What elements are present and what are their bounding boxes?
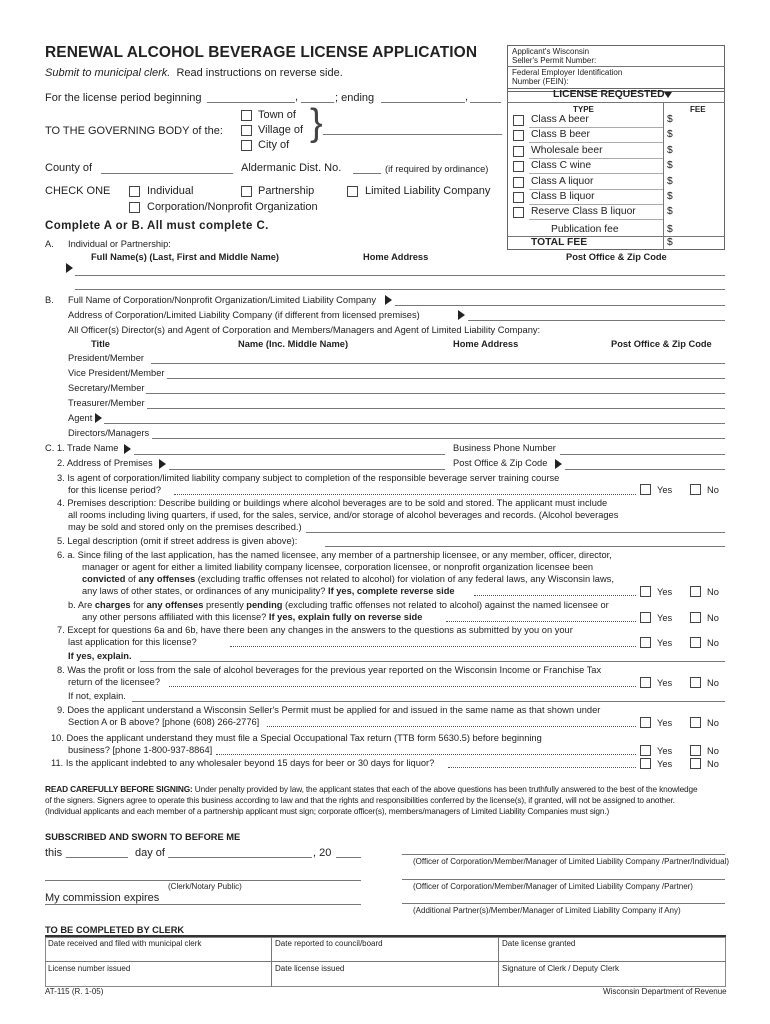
period-end-date-input[interactable] — [381, 102, 465, 103]
directors-input[interactable] — [152, 438, 725, 439]
q6b-text-2: any other persons affiliated with this license? If yes, explain fully on reverse side — [82, 612, 423, 622]
role-treasurer: Treasurer/Member — [68, 398, 145, 408]
officer-signature-line-3[interactable] — [402, 903, 725, 904]
q10-yes-label: Yes — [657, 746, 673, 756]
section-b-letter: B. — [45, 295, 54, 305]
corporation-label: Corporation/Nonprofit Organization — [147, 201, 318, 213]
q3-text-2: for this license period? — [68, 485, 162, 495]
role-directors: Directors/Managers — [68, 428, 150, 438]
q5-text: 5. Legal description (omit if street address is given above): — [57, 536, 298, 546]
fee-header: FEE — [690, 105, 706, 114]
q6b-no-label: No — [707, 613, 719, 623]
aldermanic-note: (if required by ordinance) — [385, 164, 489, 174]
sworn-day-input[interactable] — [66, 857, 128, 858]
commission-label: My commission expires — [45, 892, 160, 904]
license-type-label: Class B beer — [531, 129, 590, 141]
q8-explain-label: If not, explain. — [68, 691, 126, 701]
secretary-input[interactable] — [146, 393, 725, 394]
section-a-col-name: Full Name(s) (Last, First and Middle Name) — [91, 252, 280, 262]
license-number-label: License number issued — [48, 964, 131, 973]
q10-text-1: 10. Does the applicant understand they must file a Special Occupational Tax return (TTB form 5630.5) before beginning — [51, 733, 542, 743]
officer-label-3: (Additional Partner(s)/Member/Manager of Limited Liability Company if Any) — [413, 906, 681, 915]
q6a-yes-label: Yes — [657, 587, 673, 597]
city-label: City of — [258, 139, 290, 151]
role-secretary: Secretary/Member — [68, 383, 145, 393]
form-subtitle: Submit to municipal clerk. Read instructions on reverse side. — [45, 67, 343, 79]
trade-name-input[interactable] — [134, 454, 445, 455]
publication-fee-value: $ — [667, 224, 673, 235]
premises-post-input[interactable] — [565, 469, 725, 470]
clerk-notary-signature-line[interactable] — [45, 880, 361, 881]
license-fee-value[interactable]: $ — [667, 191, 673, 202]
q10-no-checkbox[interactable] — [690, 745, 701, 756]
arrow-right-icon — [385, 295, 392, 305]
officer-col-title: Title — [91, 339, 110, 349]
q7-explain-label: If yes, explain. — [68, 651, 132, 661]
type-header: TYPE — [573, 105, 594, 114]
q6a-text-4: any laws of other states, or ordinances of any municipality? If yes, complete reverse side — [82, 586, 455, 596]
license-type-checkbox[interactable] — [513, 146, 524, 157]
premises-address-input[interactable] — [169, 469, 445, 470]
q8-text-1: 8. Was the profit or loss from the sale of alcohol beverages for the previous year reported on the Wisconsin Income or Franchise Tax — [57, 665, 602, 675]
q10-yes-checkbox[interactable] — [640, 745, 651, 756]
license-fee-value[interactable]: $ — [667, 206, 673, 218]
license-fee-value[interactable]: $ — [667, 175, 673, 187]
arrow-right-icon — [458, 310, 465, 320]
fein-label-1: Federal Employer Identification — [512, 68, 623, 77]
role-vice-president: Vice President/Member — [68, 368, 165, 378]
llc-label: Limited Liability Company — [365, 185, 491, 197]
q3-no-checkbox[interactable] — [690, 484, 701, 495]
q6a-no-label: No — [707, 587, 719, 597]
q11-yes-checkbox[interactable] — [640, 758, 651, 769]
q8-yes-checkbox[interactable] — [640, 677, 651, 688]
chevron-down-icon — [664, 92, 672, 98]
section-a-names-line-1[interactable] — [75, 275, 725, 276]
signing-text-1: READ CAREFULLY BEFORE SIGNING: Under penalty provided by law, the applicant states that each of the above questions has been truthfully answered to the best of the knowledge — [45, 784, 698, 794]
form-id: AT-115 (R. 1-05) — [45, 987, 104, 996]
sworn-this-label: this — [45, 847, 63, 859]
q9-no-label: No — [707, 718, 719, 728]
license-type-label: Class B liquor — [531, 191, 595, 202]
corp-name-input[interactable] — [395, 305, 725, 306]
q6b-no-checkbox[interactable] — [690, 612, 701, 623]
officers-label: All Officer(s) Director(s) and Agent of Corporation and Members/Managers and Agent of Limited Liability Company: — [68, 325, 541, 335]
village-label: Village of — [258, 124, 304, 136]
officer-label-1: (Officer of Corporation/Member/Manager of Limited Liability Company /Partner/Individual) — [413, 857, 729, 866]
section-a-names-line-2[interactable] — [75, 289, 725, 290]
sellers-permit-label-1: Applicant's Wisconsin — [512, 47, 590, 56]
period-comma: , — [295, 91, 299, 103]
license-type-checkbox[interactable] — [513, 192, 524, 203]
corp-name-label: Full Name of Corporation/Nonprofit Organization/Limited Liability Company — [68, 295, 376, 305]
governing-body-label: TO THE GOVERNING BODY of the: — [45, 125, 223, 137]
president-input[interactable] — [151, 363, 725, 364]
officer-signature-line-1[interactable] — [402, 854, 725, 855]
license-fee-value[interactable]: $ — [667, 114, 673, 125]
business-phone-input[interactable] — [560, 454, 725, 455]
q7-yes-checkbox[interactable] — [640, 637, 651, 648]
q3-yes-checkbox[interactable] — [640, 484, 651, 495]
license-type-label: Class A liquor — [531, 175, 594, 187]
role-agent: Agent — [68, 413, 93, 423]
license-fee-value[interactable]: $ — [667, 144, 673, 156]
signing-text-2: of the signers. Signers agree to operate this business according to law and that the rights and responsibilities conferred by the license(s), if granted, will not be assigned to another. — [45, 795, 675, 805]
q7-no-label: No — [707, 638, 719, 648]
q7-no-checkbox[interactable] — [690, 637, 701, 648]
publication-fee-label: Publication fee — [551, 224, 619, 235]
q6b-text-1: b. Are charges for any offenses presently pending (excluding traffic offenses not related to alcohol) against the named licensee or — [68, 600, 609, 610]
municipality-name-input[interactable] — [323, 134, 502, 135]
q7-yes-label: Yes — [657, 638, 673, 648]
town-label: Town of — [258, 109, 296, 121]
agent-input[interactable] — [104, 423, 725, 424]
license-type-label: Wholesale beer — [531, 144, 603, 156]
business-phone-label: Business Phone Number — [453, 443, 556, 453]
date-granted-label: Date license granted — [502, 939, 576, 948]
county-input[interactable] — [101, 173, 233, 174]
section-a-label: Individual or Partnership: — [68, 239, 171, 249]
premises-post-label: Post Office & Zip Code — [453, 458, 548, 468]
q7-text-1: 7. Except for questions 6a and 6b, have there been any changes in the answers to the questions as submitted by you on your — [57, 625, 573, 635]
officer-col-post: Post Office & Zip Code — [611, 339, 712, 349]
period-beginning-label: For the license period beginning — [45, 92, 202, 104]
q10-text-2: business? [phone 1-800-937-8864] — [68, 745, 213, 755]
sworn-year-input[interactable] — [336, 857, 361, 858]
department-name: Wisconsin Department of Revenue — [603, 987, 727, 996]
officer-label-2: (Officer of Corporation/Member/Manager of Limited Liability Company /Partner) — [413, 882, 693, 891]
q6a-text-3: convicted of any offenses (excluding traffic offenses not related to alcohol) for violation of any federal laws, any Wisconsin laws, — [82, 574, 614, 584]
arrow-right-icon — [124, 444, 131, 454]
q10-no-label: No — [707, 746, 719, 756]
fein-label-2: Number (FEIN): — [512, 77, 569, 86]
q6a-text-2: manager or agent for either a limited liability company licensee, corporation licensee, or nonprofit organization licensee been — [82, 562, 594, 572]
partnership-checkbox[interactable] — [241, 186, 252, 197]
check-one-label: CHECK ONE — [45, 185, 111, 197]
license-type-checkbox[interactable] — [513, 177, 524, 188]
village-checkbox[interactable] — [241, 125, 252, 136]
legal-description-input[interactable] — [325, 546, 725, 547]
officer-signature-line-2[interactable] — [402, 879, 725, 880]
sworn-heading: SUBSCRIBED AND SWORN TO BEFORE ME — [45, 832, 241, 842]
corporation-checkbox[interactable] — [129, 202, 140, 213]
form-title: RENEWAL ALCOHOL BEVERAGE LICENSE APPLICATION — [45, 44, 478, 61]
officer-col-home: Home Address — [453, 339, 519, 349]
corp-address-input[interactable] — [468, 320, 725, 321]
complete-instructions: Complete A or B. All must complete C. — [45, 220, 269, 232]
county-label: County of — [45, 162, 93, 174]
q11-no-label: No — [707, 759, 719, 769]
q9-no-checkbox[interactable] — [690, 717, 701, 728]
partnership-label: Partnership — [258, 185, 315, 197]
section-a-letter: A. — [45, 239, 54, 249]
q8-no-label: No — [707, 678, 719, 688]
section-a-col-address: Home Address — [363, 252, 429, 262]
treasurer-input[interactable] — [147, 408, 725, 409]
license-type-checkbox[interactable] — [513, 207, 524, 218]
license-type-checkbox[interactable] — [513, 130, 524, 141]
q6a-no-checkbox[interactable] — [690, 586, 701, 597]
q9-text-1: 9. Does the applicant understand a Wisconsin Seller's Permit must be applied for and issued in the same name as that shown under — [57, 705, 601, 715]
license-type-label: Class A beer — [531, 114, 589, 125]
q4-text-3: may be sold and stored only on the premises described.) — [68, 522, 302, 532]
q3-yes-label: Yes — [657, 485, 673, 495]
q8-explain-input[interactable] — [132, 701, 725, 702]
sworn-year-label: , 20 — [313, 847, 332, 859]
q3-no-label: No — [707, 485, 719, 495]
clerk-notary-label: (Clerk/Notary Public) — [168, 882, 242, 891]
role-president: President/Member — [68, 353, 144, 363]
arrow-right-icon — [95, 413, 102, 423]
brace-icon: } — [310, 102, 323, 144]
license-type-checkbox[interactable] — [513, 115, 524, 126]
q4-text-2: all rooms including living quarters, if used, for the sales, service, and/or storage of alcohol beverages and records. (Alcohol beverages — [68, 510, 619, 520]
q9-yes-checkbox[interactable] — [640, 717, 651, 728]
q11-no-checkbox[interactable] — [690, 758, 701, 769]
license-type-label: Reserve Class B liquor — [531, 206, 636, 218]
clerk-signature-label: Signature of Clerk / Deputy Clerk — [502, 964, 619, 973]
sellers-permit-label-2: Seller's Permit Number: — [512, 56, 597, 65]
sworn-month-input[interactable] — [168, 857, 312, 858]
q6a-yes-checkbox[interactable] — [640, 586, 651, 597]
date-received-label: Date received and filed with municipal clerk — [48, 939, 202, 948]
town-checkbox[interactable] — [241, 110, 252, 121]
section-a-col-post: Post Office & Zip Code — [566, 252, 667, 262]
license-type-checkbox[interactable] — [513, 161, 524, 172]
q6b-yes-checkbox[interactable] — [640, 612, 651, 623]
q11-text: 11. Is the applicant indebted to any wholesaler beyond 15 days for beer or 30 days for liquor? — [51, 758, 435, 768]
license-type-label: Class C wine — [531, 160, 592, 172]
commission-expires-input[interactable] — [45, 904, 361, 905]
q8-yes-label: Yes — [657, 678, 673, 688]
individual-label: Individual — [147, 185, 194, 197]
city-checkbox[interactable] — [241, 140, 252, 151]
license-fee-value[interactable]: $ — [667, 160, 673, 172]
individual-checkbox[interactable] — [129, 186, 140, 197]
period-begin-date-input[interactable] — [207, 102, 295, 103]
officer-col-name: Name (Inc. Middle Name) — [238, 339, 349, 349]
vice-president-input[interactable] — [167, 378, 725, 379]
total-fee-label: TOTAL FEE — [531, 237, 588, 248]
q9-text-2: Section A or B above? [phone (608) 266-2776] — [68, 717, 260, 727]
period-end-year-input[interactable] — [470, 102, 501, 103]
date-issued-label: Date license issued — [275, 964, 345, 973]
llc-checkbox[interactable] — [347, 186, 358, 197]
q6a-text-1: 6. a. Since filing of the last application, has the named licensee, any member of a partnership licensee, or any member, officer, director, — [57, 550, 612, 560]
aldermanic-label: Aldermanic Dist. No. — [241, 162, 342, 174]
premises-description-input[interactable] — [306, 532, 725, 533]
arrow-right-icon — [66, 263, 73, 273]
period-comma-2: , — [465, 91, 469, 103]
q8-no-checkbox[interactable] — [690, 677, 701, 688]
signing-text-3: (Individual applicants and each member of a partnership applicant must sign; corporate officer(s), members/managers of Limited Liability Companies must sign.) — [45, 806, 610, 816]
q9-yes-label: Yes — [657, 718, 673, 728]
license-fee-value[interactable]: $ — [667, 129, 673, 141]
aldermanic-input[interactable] — [353, 173, 381, 174]
trade-name-label: C. 1. Trade Name — [45, 443, 119, 453]
premises-address-label: 2. Address of Premises — [57, 458, 153, 468]
sworn-day-of-label: day of — [135, 847, 165, 859]
q7-explain-input[interactable] — [140, 661, 725, 662]
arrow-right-icon — [555, 459, 562, 469]
q8-text-2: return of the licensee? — [68, 677, 160, 687]
date-reported-label: Date reported to council/board — [275, 939, 383, 948]
corp-address-label: Address of Corporation/Limited Liability Company (if different from licensed premises) — [68, 310, 420, 320]
period-ending-label: ; ending — [335, 92, 375, 104]
q3-text-1: 3. Is agent of corporation/limited liability company subject to completion of the responsible beverage server training course — [57, 473, 560, 483]
q11-yes-label: Yes — [657, 759, 673, 769]
q6b-yes-label: Yes — [657, 613, 673, 623]
q4-text-1: 4. Premises description: Describe building or buildings where alcohol beverages are to be sold and stored. The applicant must include — [57, 498, 608, 508]
license-requested-heading: LICENSE REQUESTED — [553, 89, 665, 100]
q7-text-2: last application for this license? — [68, 637, 197, 647]
clerk-heading: TO BE COMPLETED BY CLERK — [45, 925, 185, 935]
total-fee-value: $ — [667, 237, 673, 248]
arrow-right-icon — [159, 459, 166, 469]
